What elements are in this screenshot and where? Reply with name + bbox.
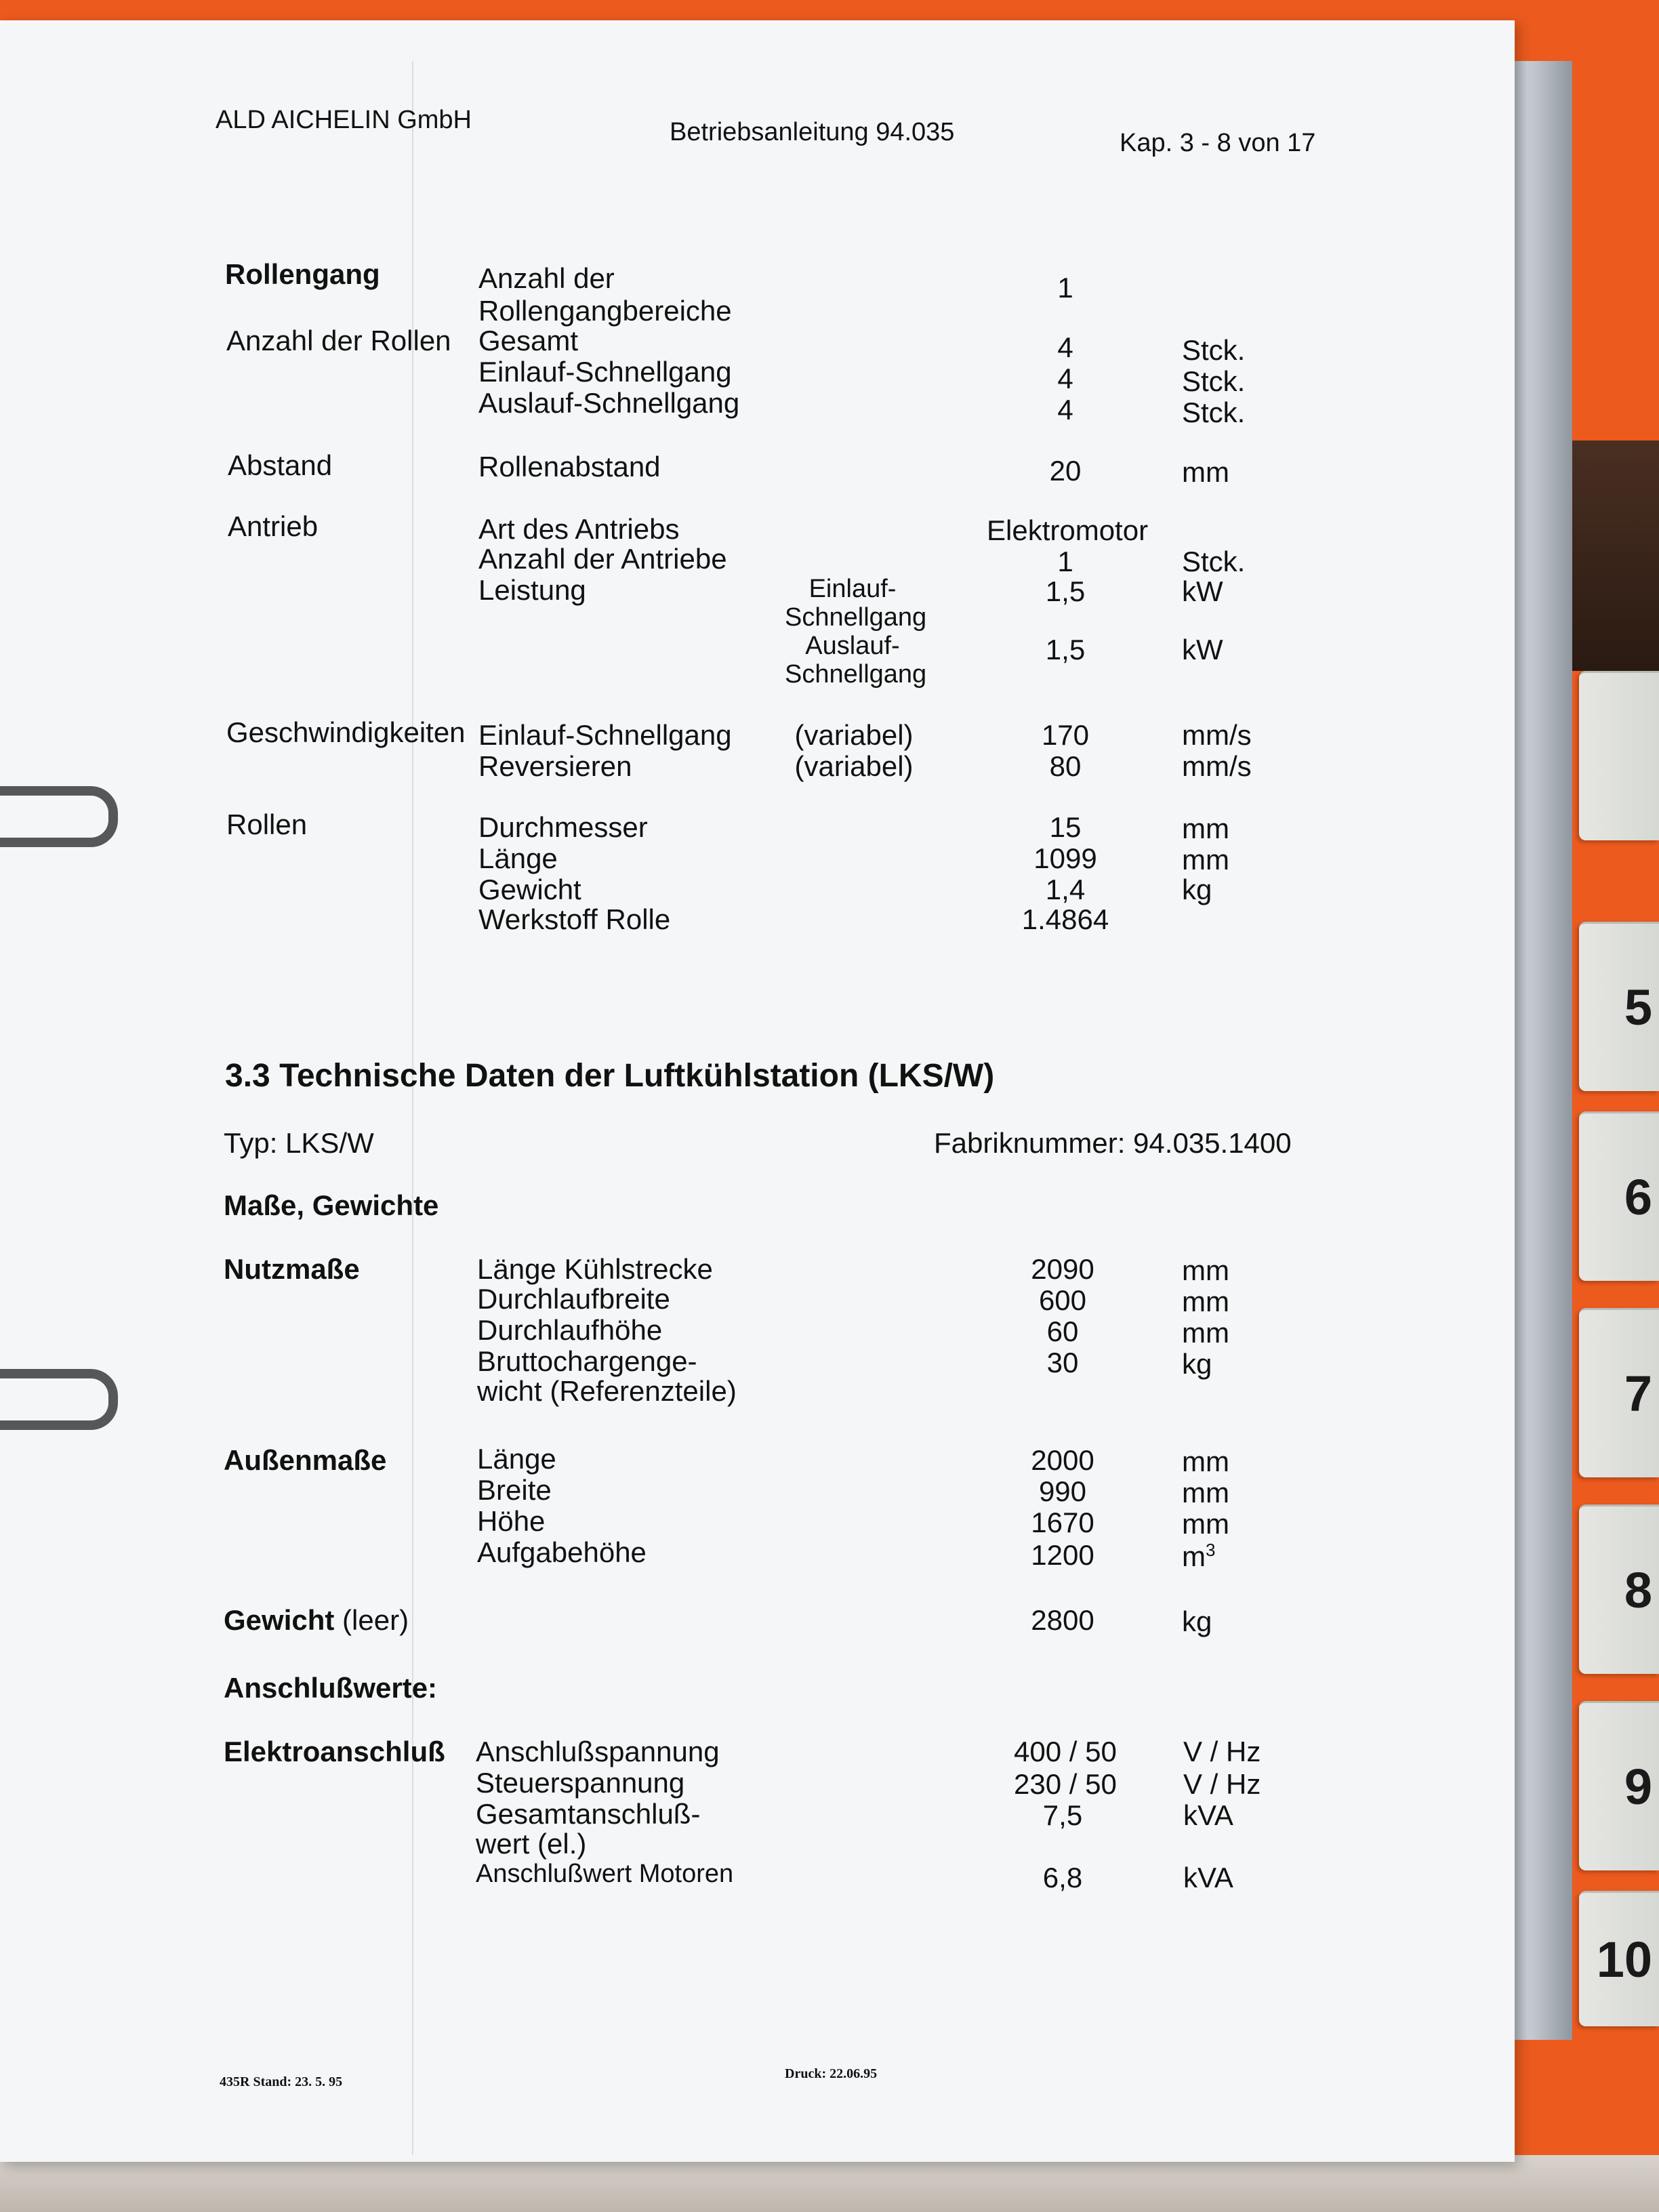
value-auslauf: 4 [1057,394,1073,426]
binder-ring [0,1369,118,1430]
label-gewicht: Gewicht [478,874,581,905]
label-anschlussspannung: Anschlußspannung [476,1736,720,1767]
index-tab[interactable]: 7 [1579,1308,1659,1477]
value-hoehe: 1670 [1031,1507,1094,1538]
label-art: Art des Antriebs [478,513,680,545]
unit-m3 [1182,1541,1215,1571]
value-aufgabehoehe: 1200 [1031,1539,1094,1571]
value-anschlussspannung: 400 / 50 [1014,1736,1117,1767]
document-page [0,20,1515,2162]
label-breite: Breite [477,1474,552,1506]
value-bruttochargengewicht: 30 [1046,1347,1079,1378]
label-anschlusswert-motoren: Anschlußwert Motoren [476,1860,734,1888]
label-fabriknummer: Fabriknummer: 94.035.1400 [934,1127,1292,1159]
label-gewicht-leer [224,1606,409,1635]
footer-stand: 435R Stand: 23. 5. 95 [220,2074,343,2089]
unit-m: m [1182,1540,1206,1572]
label-einlauf-sg: Einlauf- [808,575,897,603]
unit-mm: mm [1182,1254,1229,1286]
label-gesamtanschlusswert: wert (el.) [476,1828,587,1860]
unit-mm: mm [1182,813,1229,844]
unit-stck: Stck. [1182,546,1246,577]
heading-aussenmasse: Außenmaße [224,1444,387,1476]
label-bruttochargengewicht: Bruttochargenge- [477,1345,697,1377]
label-leistung: Leistung [478,574,586,606]
label-rollengangbereiche: Rollengangbereiche [478,295,732,327]
label-durchlaufbreite: Durchlaufbreite [477,1283,670,1315]
header-manual: Betriebsanleitung 94.035 [670,118,955,146]
value-einlauf: 4 [1057,363,1073,394]
label-durchlaufhoehe: Durchlaufhöhe [477,1314,663,1346]
label-gewicht-bold: Gewicht [224,1604,335,1636]
label-laenge-kuehlstrecke: Länge Kühlstrecke [477,1253,713,1285]
label-bruttochargengewicht: wicht (Referenzteile) [477,1375,737,1407]
heading-anschlusswerte: Anschlußwerte: [224,1672,438,1704]
page-fold-line [412,61,413,2155]
section-heading: 3.3 Technische Daten der Luftkühlstation (LKS/W) [225,1058,995,1094]
unit-kg: kg [1182,874,1212,905]
label-abstand: Abstand [228,449,333,481]
label-einlauf-sg: Schnellgang [785,603,927,632]
heading-nutzmasse: Nutzmaße [224,1253,360,1285]
label-auslauf-sg: Schnellgang [785,660,927,689]
label-hoehe: Höhe [477,1505,546,1537]
index-tab[interactable]: 6 [1579,1111,1659,1281]
label-rollenabstand: Rollenabstand [478,451,661,483]
heading-rollengang: Rollengang [225,258,380,290]
unit-kva: kVA [1183,1799,1233,1831]
unit-mm: mm [1182,1317,1229,1349]
value-gewicht: 1,4 [1045,874,1086,905]
unit-mm: mm [1182,1477,1229,1509]
value-einlauf-speed: 170 [1041,719,1090,751]
value-laenge-kuehlstrecke: 2090 [1031,1253,1094,1285]
unit-stck: Stck. [1182,334,1246,366]
value-anschlusswert-motoren: 6,8 [1042,1862,1083,1893]
unit-mm: mm [1182,844,1229,876]
label-anzahl: Anzahl der [478,262,615,294]
unit-m-superscript: 3 [1206,1540,1216,1560]
heading-masse-gewichte: Maße, Gewichte [224,1189,439,1221]
value-anzahl-antriebe: 1 [1057,546,1073,577]
index-tab[interactable]: 5 [1579,922,1659,1091]
unit-kva: kVA [1183,1862,1233,1893]
value-steuerspannung: 230 / 50 [1014,1768,1117,1800]
label-laenge: Länge [477,1443,556,1475]
index-tab[interactable] [1579,671,1659,840]
label-gesamtanschlusswert: Gesamtanschluß- [476,1798,701,1830]
value-gewicht-leer: 2800 [1031,1604,1094,1636]
label-rollen: Rollen [226,808,308,840]
header-company: ALD AICHELIN GmbH [216,106,472,134]
heading-elektroanschluss: Elektroanschluß [224,1736,445,1767]
label-auslauf-sg: Auslauf- [805,632,900,660]
unit-mm: mm [1182,1446,1229,1477]
value-durchlaufbreite: 600 [1038,1284,1087,1316]
value-leistung-auslauf: 1,5 [1045,634,1086,665]
unit-mms: mm/s [1182,719,1252,751]
label-werkstoff: Werkstoff Rolle [478,903,671,935]
index-tab[interactable]: 9 [1579,1701,1659,1870]
background-strip [1572,441,1659,671]
value-laenge: 1099 [1033,842,1097,874]
label-auslauf: Auslauf-Schnellgang [478,387,740,419]
unit-mm: mm [1182,456,1229,488]
label-durchmesser: Durchmesser [478,811,648,843]
unit-v-hz: V / Hz [1183,1736,1261,1767]
footer-druck: Druck: 22.06.95 [785,2066,878,2081]
index-tab[interactable]: 8 [1579,1504,1659,1674]
unit-kw: kW [1182,575,1223,607]
label-geschwindigkeiten: Geschwindigkeiten [226,716,466,748]
unit-kg: kg [1182,1348,1212,1380]
value-leistung-einlauf: 1,5 [1045,575,1086,607]
label-einlauf-speed: Einlauf-Schnellgang [478,719,732,751]
unit-mm: mm [1182,1286,1229,1317]
label-aufgabehoehe: Aufgabehöhe [477,1536,647,1568]
label-einlauf: Einlauf-Schnellgang [478,356,732,388]
label-leer: (leer) [334,1604,409,1636]
unit-kw: kW [1182,634,1223,665]
unit-mms: mm/s [1182,750,1252,782]
label-anzahl-rollen: Anzahl der Rollen [226,325,451,356]
desk-surface [0,2155,1659,2212]
label-steuerspannung: Steuerspannung [476,1767,685,1799]
value-werkstoff: 1.4864 [1021,903,1109,935]
unit-stck: Stck. [1182,365,1246,397]
value-breite: 990 [1038,1475,1087,1507]
value-rollengangbereiche: 1 [1057,272,1073,304]
unit-stck: Stck. [1182,396,1246,428]
label-anzahl-antriebe: Anzahl der Antriebe [478,543,727,575]
binder-ring [0,786,118,847]
label-typ: Typ: LKS/W [224,1127,374,1159]
label-reversieren: Reversieren [478,750,632,782]
label-gesamt: Gesamt [478,325,579,356]
label-variabel: (variabel) [794,750,914,782]
index-tab[interactable]: 10 [1579,1891,1659,2026]
unit-kg: kg [1182,1605,1212,1637]
value-durchlaufhoehe: 60 [1046,1315,1079,1347]
unit-mm: mm [1182,1508,1229,1540]
label-variabel: (variabel) [794,719,914,751]
header-chapter: Kap. 3 - 8 von 17 [1120,129,1316,157]
value-gesamt: 4 [1057,331,1073,363]
value-durchmesser: 15 [1049,811,1082,843]
value-art: Elektromotor [987,514,1149,546]
unit-v-hz: V / Hz [1183,1768,1261,1800]
value-laenge: 2000 [1031,1444,1094,1476]
label-laenge: Länge [478,842,558,874]
label-antrieb: Antrieb [228,510,319,542]
value-gesamtanschlusswert: 7,5 [1042,1799,1083,1831]
value-rollenabstand: 20 [1049,455,1082,487]
value-reversieren: 80 [1049,750,1082,782]
